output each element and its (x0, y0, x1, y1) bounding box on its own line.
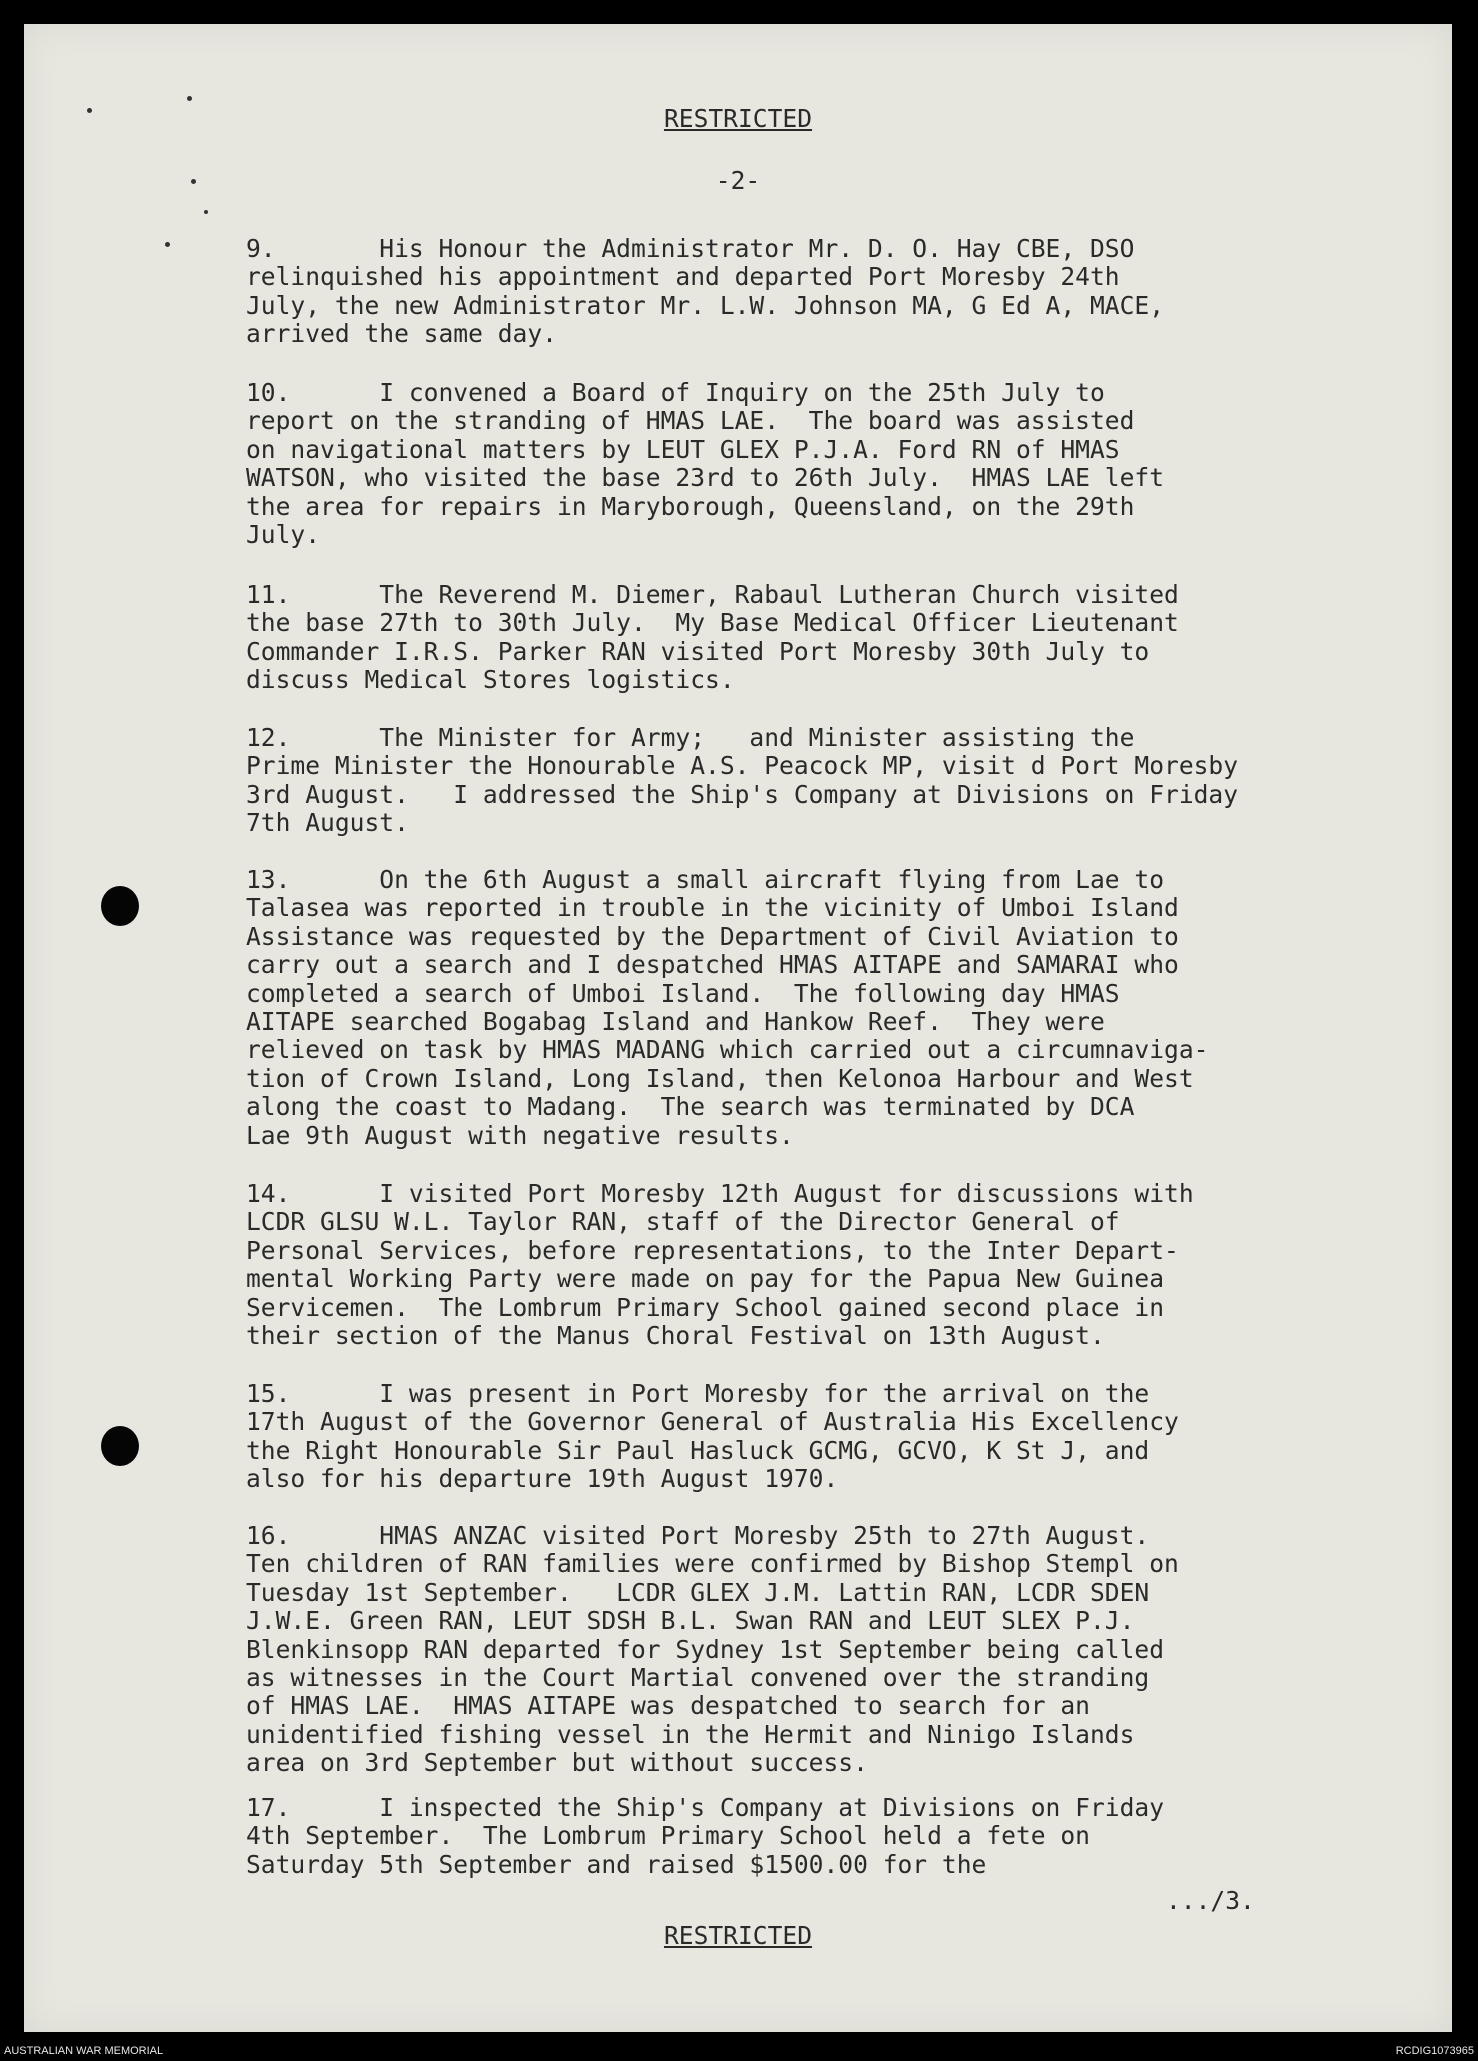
text-line: along the coast to Madang. The search was terminated by DCA (246, 1092, 1135, 1122)
text-line: Saturday 5th September and raised $1500.00 for the (246, 1849, 987, 1879)
punch-hole (101, 1426, 139, 1466)
text-line: of HMAS LAE. HMAS AITAPE was despatched to search for an (246, 1691, 1090, 1721)
text-line: unidentified fishing vessel in the Hermit and Ninigo Islands (246, 1719, 1135, 1749)
text-line: LCDR GLSU W.L. Taylor RAN, staff of the Director General of (246, 1207, 1120, 1237)
text-line: relieved on task by HMAS MADANG which carried out a circumnaviga- (246, 1035, 1209, 1065)
text-line: Personal Services, before representations, to the Inter Depart- (246, 1235, 1179, 1265)
text-line: Commander I.R.S. Parker RAN visited Port Moresby 30th July to (246, 636, 1150, 666)
text-line: Tuesday 1st September. LCDR GLEX J.M. Lattin RAN, LCDR SDEN (246, 1577, 1150, 1607)
archive-footer-bar (0, 2042, 1478, 2061)
text-line: their section of the Manus Choral Festival on 13th August. (246, 1321, 1105, 1351)
paper-speck (187, 96, 192, 101)
text-line: 12. The Minister for Army; and Minister assisting the (246, 723, 1135, 752)
text-line: the Right Honourable Sir Paul Hasluck GCMG, GCVO, K St J, and (246, 1435, 1150, 1465)
text-line: carry out a search and I despatched HMAS AITAPE and SAMARAI who (246, 950, 1179, 980)
text-line: also for his departure 19th August 1970. (246, 1464, 839, 1494)
text-line: discuss Medical Stores logistics. (246, 665, 735, 695)
paragraph-16 (246, 1522, 1386, 1778)
text-line: Servicemen. The Lombrum Primary School gained second place in (246, 1292, 1165, 1322)
text-line: tion of Crown Island, Long Island, then Kelonoa Harbour and West (246, 1063, 1194, 1093)
text-line: Lae 9th August with negative results. (246, 1120, 794, 1150)
text-line: 10. I convened a Board of Inquiry on the 25th July to (246, 378, 1105, 407)
text-line: 15. I was present in Port Moresby for the arrival on the (246, 1379, 1150, 1408)
text-line: 14. I visited Port Moresby 12th August for discussions with (246, 1179, 1194, 1208)
text-line: 17th August of the Governor General of Australia His Excellency (246, 1407, 1179, 1437)
paragraph-15 (246, 1380, 1386, 1494)
text-line: 7th August. (246, 808, 409, 838)
text-line: area on 3rd September but without success. (246, 1748, 868, 1778)
text-line: the base 27th to 30th July. My Base Medical Officer Lieutenant (246, 608, 1179, 638)
paragraph-14 (246, 1180, 1386, 1350)
text-line: completed a search of Umboi Island. The following day HMAS (246, 978, 1120, 1008)
punch-hole (101, 886, 139, 926)
text-line: 17. I inspected the Ship's Company at Divisions on Friday (246, 1793, 1165, 1822)
page-number: -2- (715, 166, 761, 195)
continuation-marker: .../3. (1166, 1886, 1255, 1915)
paper-speck (204, 210, 208, 214)
security-marking-header: RESTRICTED (663, 104, 813, 133)
text-line: Assistance was requested by the Department of Civil Aviation to (246, 921, 1179, 951)
text-line: Talasea was reported in trouble in the vicinity of Umboi Island (246, 893, 1179, 923)
text-line: 16. HMAS ANZAC visited Port Moresby 25th to 27th August. (246, 1521, 1150, 1550)
text-line: the area for repairs in Maryborough, Queensland, on the 29th (246, 491, 1135, 521)
text-line: arrived the same day. (246, 319, 557, 349)
text-line: 9. His Honour the Administrator Mr. D. O. Hay CBE, DSO (246, 234, 1135, 263)
archive-record-id: RCDIG1073965 (1395, 2045, 1474, 2057)
text-line: 11. The Reverend M. Diemer, Rabaul Lutheran Church visited (246, 580, 1179, 609)
text-line: mental Working Party were made on pay for the Papua New Guinea (246, 1264, 1165, 1294)
text-line: report on the stranding of HMAS LAE. The board was assisted (246, 406, 1135, 436)
paragraph-10 (246, 379, 1386, 549)
paper-speck (165, 242, 170, 247)
text-line: AITAPE searched Bogabag Island and Hankow Reef. They were (246, 1007, 1105, 1037)
text-line: relinquished his appointment and departed Port Moresby 24th (246, 262, 1120, 292)
paragraph-17 (246, 1794, 1386, 1879)
security-marking-footer: RESTRICTED (663, 1921, 813, 1950)
text-line: 13. On the 6th August a small aircraft flying from Lae to (246, 865, 1165, 894)
text-line: as witnesses in the Court Martial convened over the stranding (246, 1663, 1150, 1693)
text-line: Prime Minister the Honourable A.S. Peacock MP, visit d Port Moresby (246, 751, 1239, 781)
archive-name: AUSTRALIAN WAR MEMORIAL (4, 2045, 164, 2057)
paragraph-13 (246, 866, 1386, 1150)
text-line: 4th September. The Lombrum Primary School held a fete on (246, 1821, 1090, 1851)
text-line: WATSON, who visited the base 23rd to 26th July. HMAS LAE left (246, 463, 1165, 493)
text-line: July, the new Administrator Mr. L.W. Johnson MA, G Ed A, MACE, (246, 290, 1165, 320)
document-page (24, 24, 1452, 2032)
paragraph-12 (246, 724, 1386, 838)
text-line: J.W.E. Green RAN, LEUT SDSH B.L. Swan RAN and LEUT SLEX P.J. (246, 1606, 1135, 1636)
text-line: July. (246, 520, 321, 550)
text-line: 3rd August. I addressed the Ship's Company at Divisions on Friday (246, 779, 1239, 809)
paragraph-9 (246, 235, 1386, 349)
text-line: on navigational matters by LEUT GLEX P.J.A. Ford RN of HMAS (246, 434, 1120, 464)
text-line: Ten children of RAN families were confirmed by Bishop Stempl on (246, 1549, 1179, 1579)
text-line: Blenkinsopp RAN departed for Sydney 1st September being called (246, 1634, 1165, 1664)
paragraph-11 (246, 581, 1386, 695)
